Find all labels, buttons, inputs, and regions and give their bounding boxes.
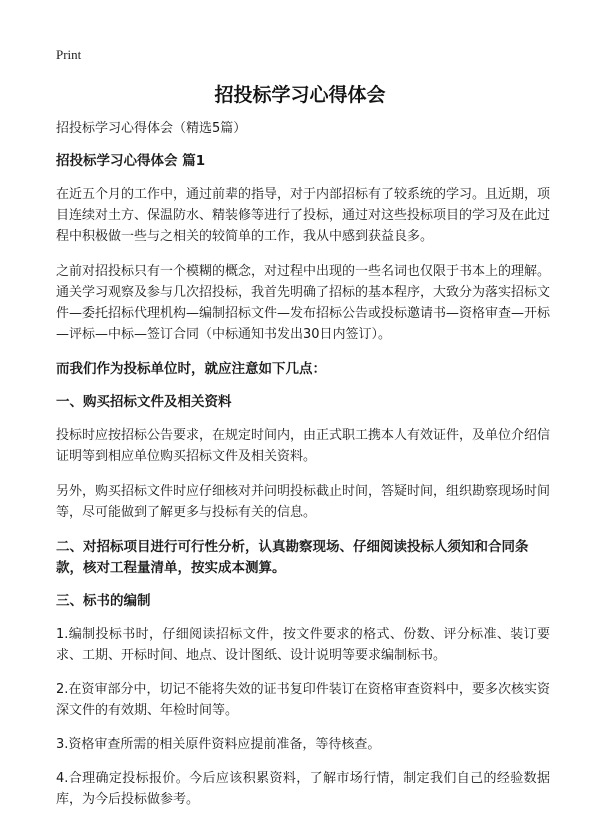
notice-heading: 而我们作为投标单位时，就应注意如下几点： [56,361,326,377]
paragraph: 投标时应按招标公告要求，在规定时间内，由正式职工携本人有效证件，及单位介绍信证明等到相应单位购买招标文件及相关资料。 [56,428,551,464]
paragraph: 在近五个月的工作中，通过前辈的指导，对于内部招标有了较系统的学习。且近期，项目连续对土方、保温防水、精装修等进行了投标，通过对这些投标项目的学习及在此过程中积极做一些与之相关的较简单的工作，我从中感到获益良多。 [56,187,551,244]
paragraph: 之前对招投标只有一个模糊的概念，对过程中出现的一些名词也仅限于书本上的理解。通关学习观察及参与几次招投标，我首先明确了招标的基本程序，大致分为落实招标文件—委托招标代理机构—编制招标文件—发布招标公告或投标邀请书—资格审查—开标—评标—中标—签订合同（中标通知书发出30日内签订）。 [56,264,551,342]
article-body [56,119,550,823]
section-heading: 招投标学习心得体会 篇1 [56,153,206,169]
list-item: 4.合理确定投标报价。今后应该积累资料，了解市场行情，制定我们自己的经验数据库，为今后投标做参考。 [56,771,550,807]
paragraph: 另外，购买招标文件时应仔细核对并问明投标截止时间，答疑时间，组织勘察现场时间等，尽可能做到了解更多与投标有关的信息。 [56,484,551,520]
point3-heading: 三、标书的编制 [56,593,151,609]
article-subtitle: 招投标学习心得体会（精选5篇） [56,121,247,136]
point2-heading: 二、对招标项目进行可行性分析，认真勘察现场、仔细阅读投标人须知和合同条款，核对工程量清单，按实成本测算。 [56,539,529,576]
print-label[interactable]: Print [56,47,82,62]
list-item: 2.在资审部分中，切记不能将失效的证书复印件装订在资格审查资料中，要多次核实资深文件的有效期、年检时间等。 [56,682,550,718]
list-item: 3.资格审查所需的相关原件资料应提前准备，等待核查。 [56,737,381,752]
page-title: 招投标学习心得体会 [214,84,386,106]
list-item: 1.编制投标书时，仔细阅读招标文件，按文件要求的格式、份数、评分标准、装订要求、工期、开标时间、地点、设计图纸、设计说明等要求编制标书。 [56,627,550,663]
point1-heading: 一、购买招标文件及相关资料 [56,394,232,410]
